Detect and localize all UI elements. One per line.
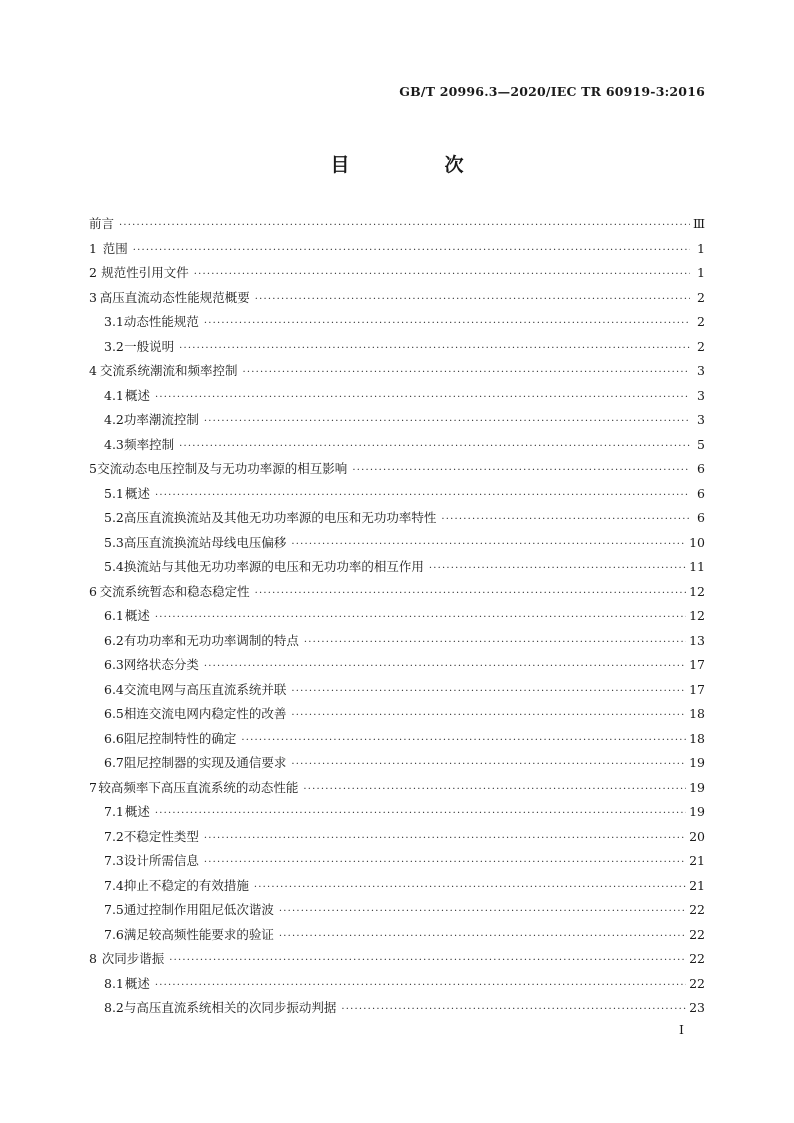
toc-entry-page: 13	[689, 632, 705, 648]
toc-dot-leader	[279, 931, 686, 942]
toc-entry[interactable]	[89, 288, 705, 313]
toc-dot-leader	[255, 588, 686, 599]
toc-entry-title: 设计所需信息	[123, 853, 199, 868]
toc-entry-page: 11	[689, 559, 705, 574]
page-title: 目 次	[330, 154, 502, 176]
toc-entry-title: 功率潮流控制	[123, 412, 199, 427]
toc-entry-number: 5.4	[104, 559, 124, 574]
toc-dot-leader	[291, 686, 686, 697]
toc-entry-number: 7.1	[104, 804, 124, 819]
toc-dot-leader	[241, 735, 686, 746]
toc-dot-leader	[291, 539, 686, 550]
toc-dot-leader	[254, 882, 686, 893]
toc-entry-title: 换流站与其他无功功率源的电压和无功功率的相互作用	[123, 559, 424, 574]
toc-entry-page: 6	[697, 510, 705, 525]
toc-entry-title: 抑止不稳定的有效措施	[123, 877, 249, 893]
toc-entry[interactable]	[89, 925, 705, 950]
toc-entry[interactable]	[89, 557, 705, 582]
toc-entry-page: 12	[689, 583, 705, 599]
toc-entry-title: 通过控制作用阻尼低次谐波	[123, 902, 274, 917]
toc-entry-title: 动态性能规范	[123, 314, 199, 329]
toc-entry-page: 6	[697, 485, 705, 501]
toc-entry-number: 6	[89, 583, 97, 599]
toc-entry-page: 22	[689, 926, 705, 942]
toc-entry-page: 10	[689, 534, 705, 550]
toc-entry-title: 频率控制	[124, 436, 175, 452]
toc-dot-leader	[179, 441, 690, 452]
toc-entry-page: 19	[689, 779, 705, 795]
toc-entry[interactable]	[89, 974, 705, 999]
toc-entry-number: 4.3	[104, 436, 124, 452]
toc-dot-leader	[169, 955, 686, 966]
toc-entry-number: 7	[89, 779, 97, 795]
toc-entry-page: Ⅲ	[692, 216, 705, 231]
toc-dot-leader	[204, 857, 686, 868]
toc-entry[interactable]	[89, 802, 705, 827]
toc-entry-number: 7.5	[104, 902, 124, 917]
toc-entry-title: 概述	[124, 804, 150, 819]
toc-dot-leader	[204, 833, 686, 844]
toc-entry[interactable]	[89, 361, 705, 386]
toc-entry-number: 5.2	[104, 510, 124, 525]
toc-dot-leader	[429, 563, 686, 574]
toc-entry-page: 3	[697, 363, 705, 378]
toc-entry[interactable]	[89, 876, 705, 901]
toc-entry-number: 1	[89, 240, 97, 256]
toc-entry[interactable]	[89, 998, 705, 1023]
toc-entry[interactable]	[89, 337, 705, 362]
toc-dot-leader	[341, 1004, 686, 1015]
toc-entry-title: 高压直流动态性能规范概要	[99, 289, 250, 305]
toc-entry-title: 不稳定性类型	[123, 828, 199, 844]
toc-entry-number: 6.4	[104, 681, 124, 697]
toc-entry[interactable]	[89, 312, 705, 337]
toc-entry[interactable]	[89, 508, 705, 533]
toc-entry[interactable]	[89, 631, 705, 656]
toc-entry-number: 6.6	[104, 730, 124, 746]
toc-entry-title: 网络状态分类	[123, 657, 199, 672]
toc-entry[interactable]	[89, 655, 705, 680]
toc-entry-title: 满足较高频性能要求的验证	[123, 926, 274, 942]
toc-entry-page: 19	[689, 804, 705, 819]
toc-dot-leader	[352, 465, 690, 476]
toc-entry-number: 4.1	[104, 387, 124, 403]
toc-entry-title: 相连交流电网内稳定性的改善	[123, 706, 287, 721]
toc-entry[interactable]	[89, 459, 705, 484]
toc-entry-page: 12	[689, 608, 705, 623]
toc-entry[interactable]	[89, 386, 705, 411]
toc-entry[interactable]	[89, 263, 705, 288]
toc-entry[interactable]	[89, 729, 705, 754]
toc-entry-title: 次同步谐振	[101, 951, 165, 966]
toc-entry-number: 5.3	[104, 534, 124, 550]
toc-entry-page: 21	[689, 877, 705, 893]
toc-entry[interactable]	[89, 435, 705, 460]
toc-entry-title: 概述	[125, 485, 151, 501]
toc-entry-number: 4	[89, 363, 97, 378]
toc-entry[interactable]	[89, 410, 705, 435]
toc-entry[interactable]	[89, 900, 705, 925]
toc-entry[interactable]	[89, 778, 705, 803]
toc-entry-title: 与高压直流系统相关的次同步振动判据	[123, 1000, 337, 1015]
toc-entry-number: 7.6	[104, 926, 124, 942]
toc-entry-page: 3	[697, 412, 705, 427]
toc-dot-leader	[279, 906, 686, 917]
toc-entry[interactable]	[89, 239, 705, 264]
toc-entry-title: 交流动态电压控制及与无功功率源的相互影响	[97, 461, 348, 476]
toc-dot-leader	[155, 490, 690, 501]
toc-dot-leader	[119, 220, 690, 231]
toc-dot-leader	[179, 343, 690, 354]
toc-entry[interactable]	[89, 214, 705, 239]
toc-entry-title: 前言	[89, 216, 115, 231]
toc-entry[interactable]	[89, 949, 705, 974]
toc-entry-number: 6.1	[104, 608, 124, 623]
toc-entry-title: 概述	[124, 608, 150, 623]
toc-entry-page: 22	[689, 902, 705, 917]
toc-entry[interactable]	[89, 851, 705, 876]
toc-entry-title: 一般说明	[124, 338, 175, 354]
toc-entry-page: 17	[689, 657, 705, 672]
toc-entry-number: 7.3	[104, 853, 124, 868]
toc-entry-page: 2	[697, 289, 705, 305]
standard-code: GB/T 20996.3—2020/IEC TR 60919-3:2016	[399, 84, 705, 99]
toc-entry-number: 4.2	[104, 412, 124, 427]
toc-entry-page: 20	[689, 828, 705, 844]
toc-entry-title: 阻尼控制特性的确定	[123, 730, 237, 746]
toc-dot-leader	[304, 637, 686, 648]
toc-entry-page: 21	[689, 853, 705, 868]
toc-dot-leader	[155, 808, 686, 819]
toc-entry-number: 8.2	[104, 1000, 124, 1015]
toc-entry-number: 6.3	[104, 657, 124, 672]
toc-entry-page: 22	[689, 951, 705, 966]
toc-entry-number: 7.2	[104, 828, 124, 844]
toc-dot-leader	[291, 759, 686, 770]
toc-dot-leader	[155, 392, 690, 403]
toc-entry[interactable]	[89, 533, 705, 558]
toc-entry[interactable]	[89, 606, 705, 631]
toc-entry-number: 5	[89, 461, 97, 476]
toc-dot-leader	[204, 416, 690, 427]
toc-dot-leader	[204, 661, 686, 672]
toc-entry-number: 8	[89, 951, 97, 966]
toc-entry-page: 2	[697, 314, 705, 329]
toc-entry-number: 3.1	[104, 314, 124, 329]
toc-entry-page: 1	[697, 265, 705, 280]
toc-dot-leader	[243, 367, 691, 378]
toc-entry-page: 19	[689, 755, 705, 770]
toc-entry[interactable]	[89, 484, 705, 509]
toc-entry-title: 交流电网与高压直流系统并联	[123, 681, 287, 697]
toc-entry-title: 高压直流换流站及其他无功功率源的电压和无功功率特性	[123, 510, 437, 525]
toc-dot-leader	[133, 245, 690, 256]
toc-entry-title: 规范性引用文件	[101, 265, 189, 280]
toc-entry-title: 概述	[124, 975, 150, 991]
toc-entry-page: 5	[697, 436, 705, 452]
toc-entry-number: 6.2	[104, 632, 124, 648]
toc-entry-number: 7.4	[104, 877, 124, 893]
toc-entry-number: 2	[89, 265, 97, 280]
toc-entry-title: 高压直流换流站母线电压偏移	[123, 534, 287, 550]
toc-entry-number: 3	[89, 289, 97, 305]
toc-entry-page: 1	[697, 240, 705, 256]
toc-entry-number: 6.5	[104, 706, 124, 721]
toc-dot-leader	[291, 710, 686, 721]
toc-entry-title: 范围	[102, 240, 128, 256]
toc-entry-title: 交流系统潮流和频率控制	[99, 363, 238, 378]
toc-entry-page: 22	[689, 975, 705, 991]
toc-dot-leader	[155, 980, 686, 991]
toc-entry-number: 8.1	[104, 975, 124, 991]
toc-entry-title: 交流系统暂态和稳态稳定性	[99, 583, 250, 599]
toc-entry-page: 17	[689, 681, 705, 697]
toc-dot-leader	[204, 318, 690, 329]
toc-entry-title: 阻尼控制器的实现及通信要求	[123, 755, 287, 770]
toc-dot-leader	[441, 514, 690, 525]
toc-entry-page: 2	[697, 338, 705, 354]
toc-entry-number: 6.7	[104, 755, 124, 770]
toc-dot-leader	[155, 612, 686, 623]
toc-entry-title: 较高频率下高压直流系统的动态性能	[98, 779, 299, 795]
table-of-contents	[89, 214, 705, 1023]
toc-dot-leader	[255, 294, 690, 305]
toc-entry[interactable]	[89, 680, 705, 705]
toc-entry-page: 3	[697, 387, 705, 403]
toc-entry-number: 5.1	[104, 485, 124, 501]
toc-entry[interactable]	[89, 582, 705, 607]
toc-entry[interactable]	[89, 827, 705, 852]
toc-entry-page: 23	[689, 1000, 705, 1015]
toc-entry-title: 有功功率和无功功率调制的特点	[123, 632, 299, 648]
page-number: I	[679, 1022, 684, 1037]
toc-entry[interactable]	[89, 753, 705, 778]
toc-entry-page: 18	[689, 730, 705, 746]
toc-dot-leader	[303, 784, 686, 795]
toc-dot-leader	[194, 269, 690, 280]
toc-entry-title: 概述	[125, 387, 151, 403]
toc-entry-page: 6	[697, 461, 705, 476]
toc-entry-number: 3.2	[104, 338, 124, 354]
toc-entry-page: 18	[689, 706, 705, 721]
toc-entry[interactable]	[89, 704, 705, 729]
